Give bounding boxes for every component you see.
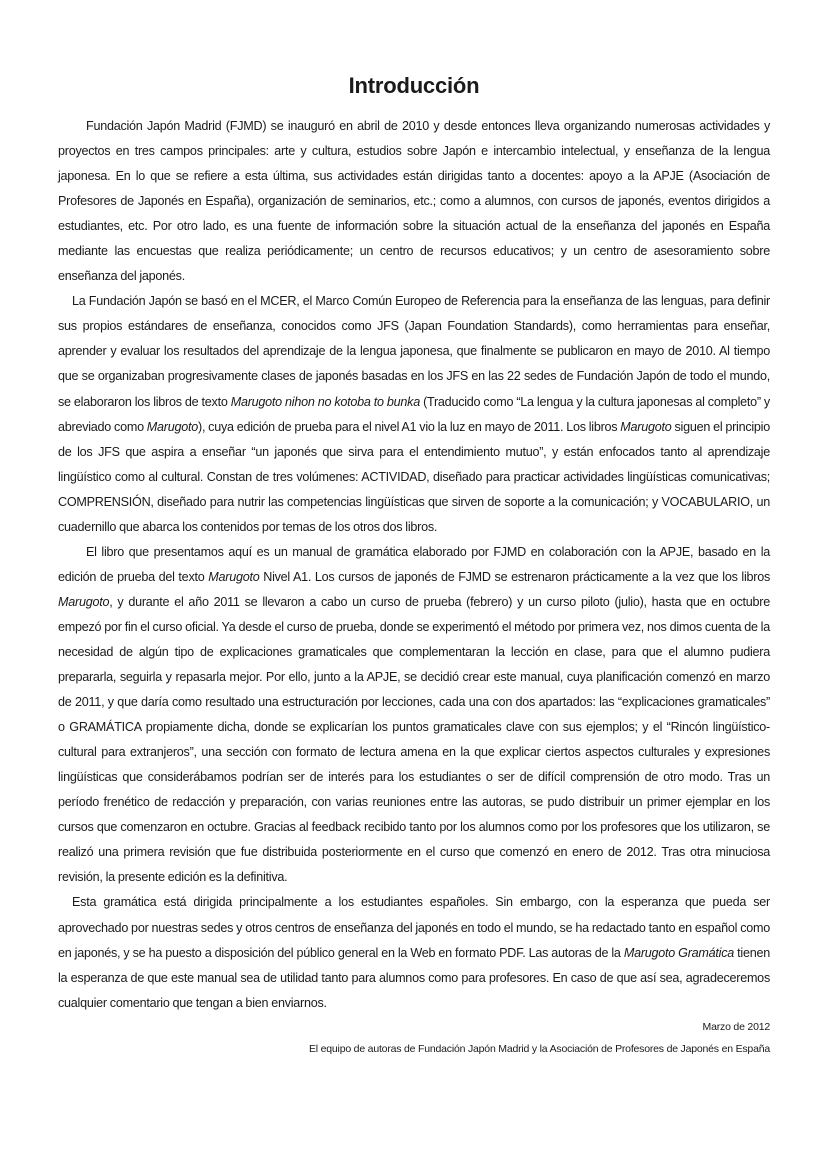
italic-title-text: Marugoto: [208, 569, 260, 584]
signature-date: Marzo de 2012: [702, 1020, 770, 1033]
paragraph-text: Esta gramática está dirigida principalmente a los estudiantes españoles. Sin embargo, con la esperanza que pueda ser aprovechado por nuestras sedes y otros centros de enseñanza del japonés en todo el mundo, se ha redactado tanto en español como en japonés, y se ha puesto a disposición del público general en la Web en formato PDF. Las autoras de la: [58, 895, 770, 960]
paragraph-text: ), cuya edición de prueba para el nivel A1 vio la luz en mayo de 2011. Los libros: [198, 419, 621, 434]
paragraph-4: [58, 890, 770, 1015]
paragraph-text: El libro que presentamos aquí es un manual de gramática elaborado por FJMD en colaboración con la APJE, basado en la edición de prueba del texto: [58, 544, 770, 584]
italic-title-text: Marugoto: [146, 419, 199, 434]
paragraph-text: siguen el principio de los JFS que aspira a enseñar “un japonés que sirva para el entendimiento mutuo”, y están enfocados tanto al aprendizaje lingüístico como al cultural. Constan de tres volúmenes: ACTIVIDAD, diseñado para practicar actividades lingüísticas comunicativas; COMPRENSIÓN, diseñado para nutrir las competencias lingüísticas que sirven de soporte a la comunicación; y VOCABULARIO, un cuadernillo que abarca los contenidos por temas de los otros dos libros.: [58, 419, 770, 534]
italic-title-text: Marugoto: [620, 419, 672, 434]
paragraph-1: [58, 114, 770, 289]
italic-title-text: Marugoto Gramática: [623, 945, 735, 960]
paragraph-3: [58, 540, 770, 891]
paragraph-text: Nivel A1. Los cursos de japonés de FJMD se estrenaron prácticamente a la vez que los libros: [259, 569, 770, 584]
paragraph-text: tienen la esperanza de que este manual sea de utilidad tanto para alumnos como para profesores. En caso de que así sea, agradeceremos cualquier comentario que tengan a bien enviarnos.: [58, 945, 770, 1010]
paragraph-text: La Fundación Japón se basó en el MCER, el Marco Común Europeo de Referencia para la enseñanza de las lenguas, para definir sus propios estándares de enseñanza, conocidos como JFS (Japan Foundation Standards), como herramientas para enseñar, aprender y evaluar los resultados del aprendizaje de la lengua japonesa, que finalmente se publicaron en mayo de 2010. Al tiempo que se organizaban progresivamente clases de japonés basadas en los JFS en las 22 sedes de Fundación Japón de todo el mundo, se elaboraron los libros de texto: [58, 294, 770, 409]
page-title: Introducción: [348, 73, 480, 98]
italic-title-text: Marugoto: [58, 594, 110, 609]
document-page: [58, 70, 770, 1060]
italic-title-text: Marugoto nihon no kotoba to bunka: [230, 394, 420, 409]
paragraph-text: Fundación Japón Madrid (FJMD) se inauguró en abril de 2010 y desde entonces lleva organizando numerosas actividades y proyectos en tres campos principales: arte y cultura, estudios sobre Japón e intercambio intelectual, y enseñanza de la lengua japonesa. En lo que se refiere a esta última, sus actividades están dirigidas tanto a docentes: apoyo a la APJE (Asociación de Profesores de Japonés en España), organización de seminarios, etc.; como a alumnos, con cursos de japonés, eventos dirigidos a estudiantes, etc. Por otro lado, es una fuente de información sobre la situación actual de la enseñanza del japonés en España mediante las encuestas que realiza periódicamente; un centro de recursos educativos; y un centro de asesoramiento sobre enseñanza del japonés.: [58, 119, 770, 284]
signature-authors: El equipo de autoras de Fundación Japón Madrid y la Asociación de Profesores de Japonés en España: [308, 1042, 770, 1055]
paragraph-text: , y durante el año 2011 se llevaron a cabo un curso de prueba (febrero) y un curso piloto (julio), hasta que en octubre empezó por fin el curso oficial. Ya desde el curso de prueba, donde se experimentó el método por primera vez, nos dimos cuenta de la necesidad de algún tipo de explicaciones gramaticales que complementaran la lección en clase, para que el alumno pudiera prepararla, seguirla y repasarla mejor. Por ello, junto a la APJE, se decidió crear este manual, cuya planificación comenzó en marzo de 2011, y que daría como resultado una estructuración por lecciones, cada una con dos apartados: las “explicaciones gramaticales” o GRAMÁTICA propiamente dicha, donde se explicarían los puntos gramaticales clave con sus ejemplos; y el “Rincón lingüístico-cultural para extranjeros”, una sección con formato de lectura amena en la que explicar ciertos aspectos culturales y expresiones lingüísticas que considerábamos podrían ser de interés para los estudiantes o ser de difícil comprensión de otro modo. Tras un período frenético de redacción y preparación, con varias reuniones entre las autoras, se pudo distribuir un primer ejemplar en los cursos que comenzaron en octubre. Gracias al feedback recibido tanto por los alumnos como por los profesores que los utilizaron, se realizó una primera revisión que fue distribuida posteriormente en el curso que comenzó en enero de 2012. Tras otra minuciosa revisión, la presente edición es la definitiva.: [58, 594, 770, 885]
paragraph-2: [58, 289, 770, 539]
paragraph-text: (Traducido como “La lengua y la cultura japonesas al completo” y abreviado como: [58, 394, 770, 434]
